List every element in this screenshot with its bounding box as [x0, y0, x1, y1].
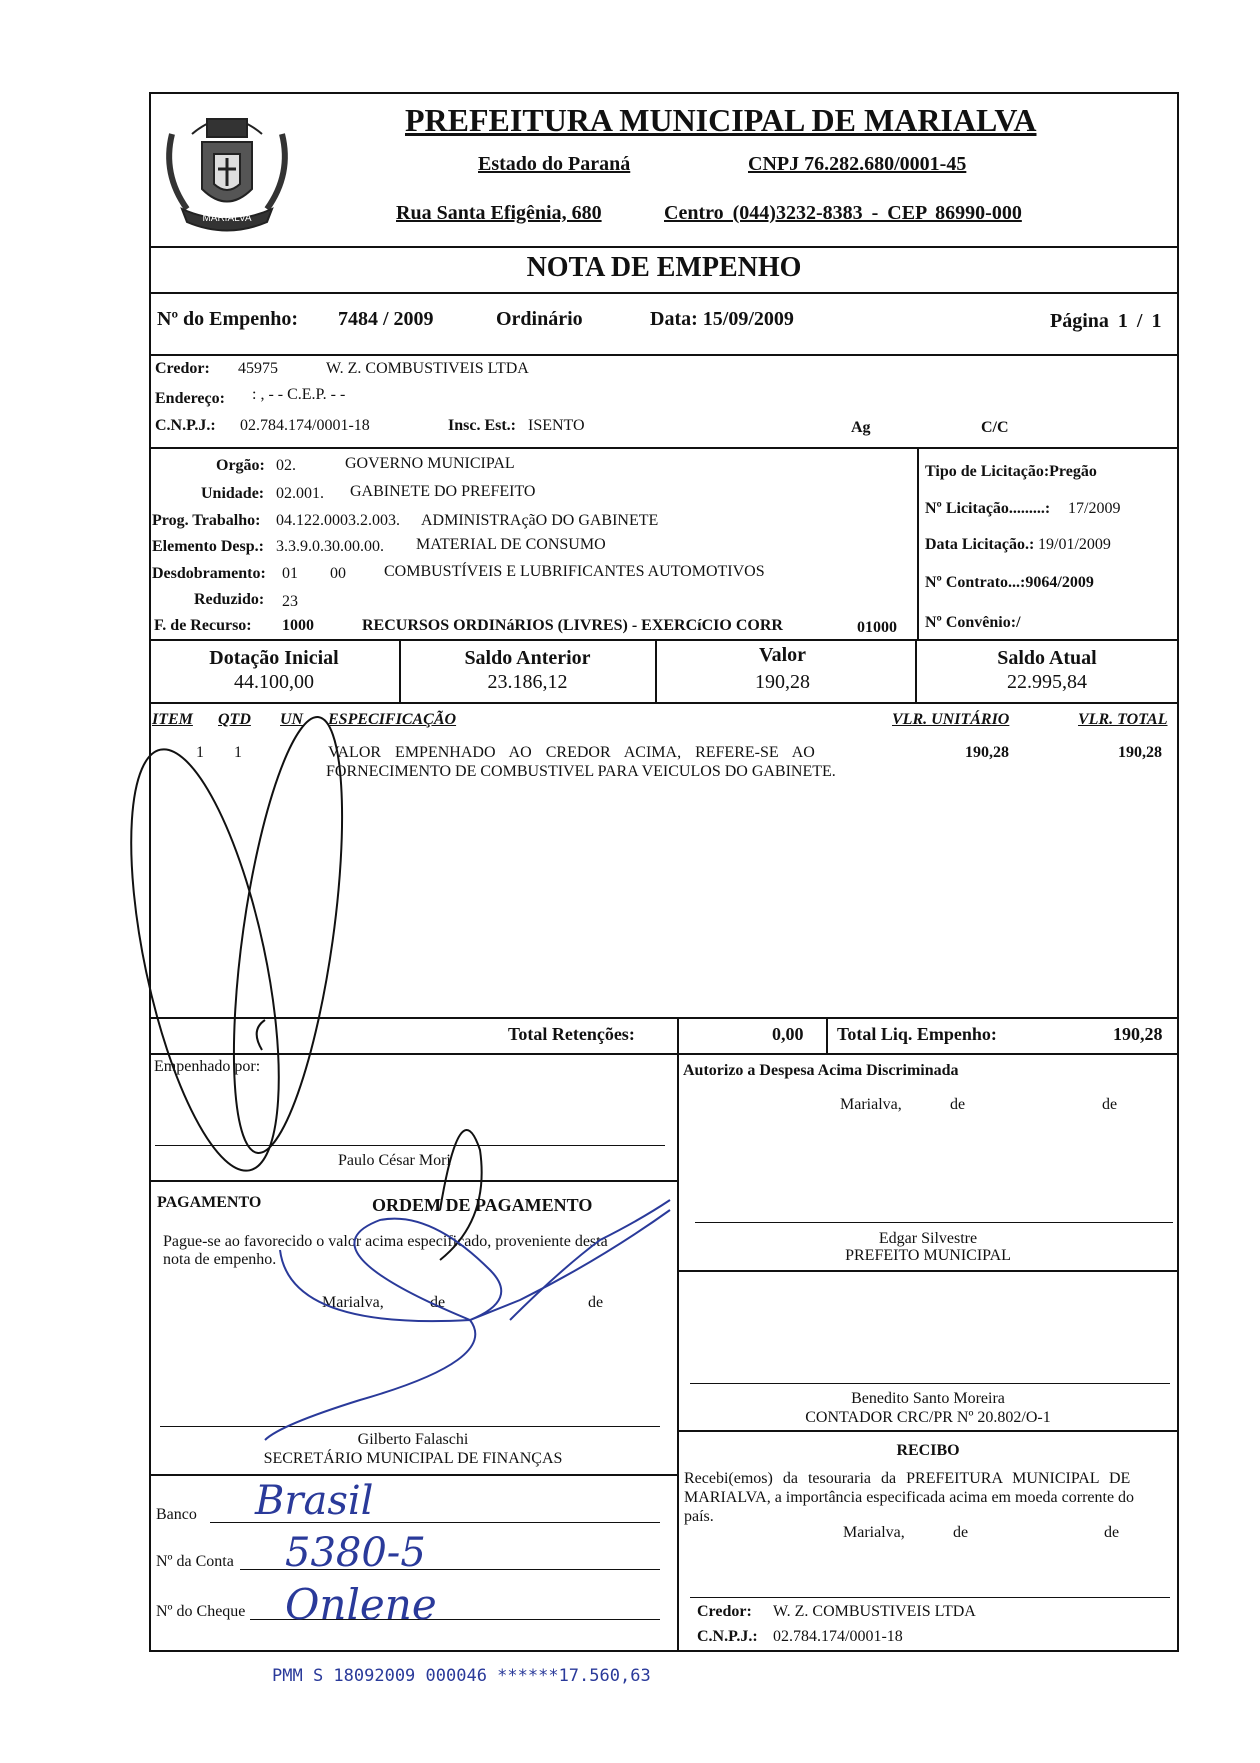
elemento-code: 3.3.9.0.30.00.00.: [276, 538, 384, 555]
credor-label: Credor:: [155, 360, 210, 377]
empenhado-signer: Paulo César Mori: [338, 1152, 451, 1169]
tipo-licitacao: Tipo de Licitação:Pregão: [925, 463, 1097, 480]
licitacao-date: 19/01/2009: [1038, 536, 1111, 553]
item-unit-value: 190,28: [965, 744, 1009, 761]
autorizo-signer: Edgar Silvestre: [878, 1230, 978, 1247]
contador-role: CONTADOR CRC/PR Nº 20.802/O-1: [805, 1409, 1051, 1426]
empenho-type: Ordinário: [496, 308, 583, 330]
prog-code: 04.122.0003.2.003.: [276, 512, 400, 529]
orgao-code: 02.: [276, 457, 296, 474]
saldo-atual-value: 22.995,84: [1007, 671, 1087, 693]
col-item: ITEM: [152, 711, 193, 728]
prog-name: ADMINISTRAçãO DO GABINETE: [421, 512, 659, 529]
autorizo-place: Marialva,: [840, 1096, 902, 1113]
reduzido-value: 23: [282, 593, 298, 610]
pagamento-de2: de: [588, 1294, 604, 1311]
item-spec-line2: FORNECIMENTO DE COMBUSTIVEL PARA VEICULOS DO GABINETE.: [326, 763, 836, 780]
item-number: 1: [196, 744, 204, 761]
desdobramento-a: 01: [282, 565, 298, 582]
recibo-credor: W. Z. COMBUSTIVEIS LTDA: [773, 1603, 976, 1620]
liq-empenho-label: Total Liq. Empenho:: [837, 1024, 997, 1044]
recibo-de1: de: [953, 1524, 969, 1541]
recibo-de2: de: [1104, 1524, 1120, 1541]
item-qtd: 1: [234, 744, 242, 761]
reduzido-label: Reduzido:: [194, 591, 265, 608]
desdobramento-name: COMBUSTÍVEIS E LUBRIFICANTES AUTOMOTIVOS: [384, 563, 765, 580]
col-vlr-total: VLR. TOTAL: [1078, 711, 1168, 728]
contador-signer: Benedito Santo Moreira: [851, 1390, 1005, 1407]
credor-name: W. Z. COMBUSTIVEIS LTDA: [326, 360, 529, 377]
liq-empenho-value: 190,28: [1113, 1024, 1163, 1044]
saldo-anterior-label: Saldo Anterior: [464, 647, 591, 669]
autorizo-de2: de: [1102, 1096, 1118, 1113]
dotacao-value: 44.100,00: [234, 671, 314, 693]
cnpj-header: CNPJ 76.282.680/0001-45: [748, 153, 967, 175]
pagamento-role: SECRETÁRIO MUNICIPAL DE FINANÇAS: [263, 1450, 563, 1467]
recibo-cnpj-label: C.N.P.J.:: [697, 1628, 758, 1645]
svg-text:MARIALVA: MARIALVA: [202, 213, 252, 224]
licitacao-date-label: Data Licitação.:: [925, 536, 1035, 553]
col-vlr-unitario: VLR. UNITÁRIO: [892, 711, 1010, 728]
orgao-label: Orgão:: [216, 457, 265, 474]
unidade-label: Unidade:: [201, 485, 265, 502]
elemento-label: Elemento Desp.:: [152, 538, 264, 555]
valor-value: 190,28: [755, 671, 810, 693]
recurso-name: RECURSOS ORDINáRIOS (LIVRES) - EXERCíCIO CORR: [362, 617, 783, 634]
state-name: Estado do Paraná: [478, 153, 631, 175]
banco-label: Banco: [156, 1506, 197, 1523]
pagamento-text-line2: nota de empenho.: [163, 1251, 277, 1268]
item-total-value: 190,28: [1118, 744, 1162, 761]
cc-label: C/C: [981, 419, 1009, 436]
credor-code: 45975: [238, 360, 278, 377]
credor-cnpj: 02.784.174/0001-18: [240, 417, 370, 434]
recurso-number: 01000: [857, 619, 897, 636]
cnpj-label: C.N.P.J.:: [155, 417, 216, 434]
address: Rua Santa Efigênia, 680: [396, 202, 602, 224]
retencoes-label: Total Retenções:: [508, 1024, 635, 1044]
document-title: NOTA DE EMPENHO: [526, 252, 802, 283]
conta-handwritten: 5380-5: [285, 1530, 426, 1576]
address-label: Endereço:: [155, 390, 225, 407]
empenho-date: Data: 15/09/2009: [650, 308, 794, 330]
insc-label: Insc. Est.:: [448, 417, 517, 434]
page-number: Página 1 / 1: [1050, 310, 1162, 332]
recibo-label: RECIBO: [896, 1442, 960, 1459]
valor-label: Valor: [758, 644, 807, 666]
empenhado-por-label: Empenhado por:: [154, 1058, 261, 1075]
cheque-label: Nº do Cheque: [156, 1603, 246, 1620]
processing-stamp: PMM S 18092009 000046 ******17.560,63: [272, 1666, 651, 1686]
desdobramento-b: 00: [330, 565, 346, 582]
saldo-atual-label: Saldo Atual: [997, 647, 1097, 669]
district-phone-cep: Centro (044)3232-8383 - CEP 86990-000: [664, 202, 1022, 224]
pagamento-label: PAGAMENTO: [157, 1194, 262, 1211]
autorizo-role: PREFEITO MUNICIPAL: [845, 1247, 1011, 1264]
retencoes-value: 0,00: [772, 1024, 804, 1044]
recurso-code: 1000: [282, 617, 314, 634]
conta-label: Nº da Conta: [156, 1553, 234, 1570]
convenio: Nº Convênio:/: [925, 614, 1021, 631]
pagamento-text-line1: Pague-se ao favorecido o valor acima especificado, proveniente desta: [163, 1233, 608, 1250]
autorizo-de1: de: [950, 1096, 966, 1113]
orgao-name: GOVERNO MUNICIPAL: [345, 455, 515, 472]
saldo-anterior-value: 23.186,12: [487, 671, 568, 693]
licitacao-number: 17/2009: [1068, 500, 1121, 517]
recibo-text-line2: MARIALVA, a importância especificada acima em moeda corrente do: [684, 1489, 1135, 1506]
pagamento-signer: Gilberto Falaschi: [357, 1431, 469, 1448]
empenho-number-label: Nº do Empenho:: [157, 308, 299, 330]
municipal-crest-logo: [152, 94, 302, 244]
credor-address: : , - - C.E.P. - -: [252, 386, 346, 403]
col-qtd: QTD: [218, 711, 251, 728]
autorizo-label: Autorizo a Despesa Acima Discriminada: [683, 1062, 959, 1079]
col-especificacao: ESPECIFICAÇÃO: [328, 711, 457, 728]
recurso-label: F. de Recurso:: [154, 617, 252, 634]
contrato: Nº Contrato...:9064/2009: [925, 574, 1094, 591]
item-spec-line1: VALOR EMPENHADO AO CREDOR ACIMA, REFERE-SE AO: [328, 744, 815, 761]
ag-label: Ag: [851, 419, 871, 436]
licitacao-number-label: Nº Licitação.........:: [925, 500, 1051, 517]
dotacao-label: Dotação Inicial: [209, 647, 339, 669]
recibo-credor-label: Credor:: [697, 1603, 752, 1620]
recibo-text-line1: Recebi(emos) da tesouraria da PREFEITURA MUNICIPAL DE: [684, 1470, 1131, 1487]
ordem-pagamento-label: ORDEM DE PAGAMENTO: [372, 1195, 593, 1215]
elemento-name: MATERIAL DE CONSUMO: [416, 536, 606, 553]
pagamento-de1: de: [430, 1294, 446, 1311]
insc-value: ISENTO: [528, 417, 585, 434]
pagamento-place: Marialva,: [322, 1294, 384, 1311]
recibo-place: Marialva,: [843, 1524, 905, 1541]
cheque-handwritten: Onlene: [285, 1580, 437, 1629]
unidade-code: 02.001.: [276, 485, 324, 502]
empenho-number: 7484 / 2009: [338, 308, 434, 330]
col-un: UN: [280, 711, 304, 728]
banco-handwritten: Brasil: [255, 1478, 374, 1524]
recibo-cnpj: 02.784.174/0001-18: [773, 1628, 903, 1645]
unidade-name: GABINETE DO PREFEITO: [350, 483, 536, 500]
desdobramento-label: Desdobramento:: [152, 565, 266, 582]
recibo-text-line3: país.: [684, 1508, 714, 1525]
page-title: PREFEITURA MUNICIPAL DE MARIALVA: [405, 102, 1037, 138]
prog-label: Prog. Trabalho:: [152, 512, 261, 529]
